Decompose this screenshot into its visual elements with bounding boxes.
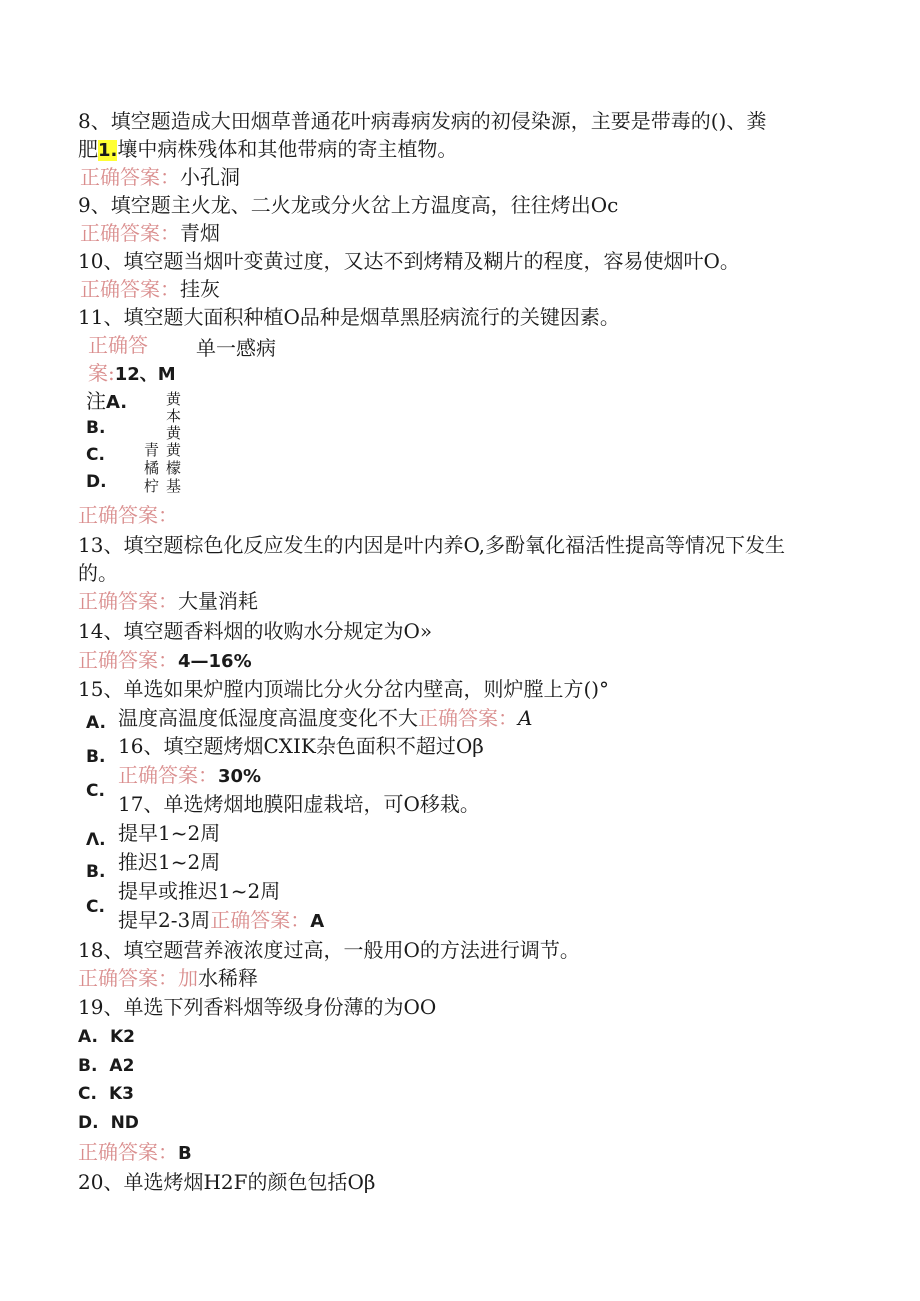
q11-answer-label: 正确答 [88, 333, 148, 357]
answer-value: 4—16% [178, 651, 252, 672]
option-value: K3 [108, 1084, 134, 1104]
q8-answer [80, 164, 240, 190]
q15-opt-a: A. [86, 713, 106, 733]
answer-value: B [178, 1143, 192, 1164]
answer-value: 青烟 [180, 221, 220, 245]
answer-label: 案: [88, 361, 115, 385]
q16-answer [118, 762, 261, 790]
answer-label: 正确答案： [80, 277, 180, 301]
q14-line: 14、填空题香料烟的收购水分规定为O» [78, 619, 433, 643]
answer-value: 水稀释 [198, 966, 258, 990]
answer-label: 正确答案： [80, 221, 180, 245]
q8-line2-post: 壤中病株残体和其他带病的寄主植物。 [117, 137, 458, 161]
q8-line2 [78, 136, 457, 164]
answer-label: 正确答案： [210, 908, 311, 932]
q8-line1: 8、填空题造成大田烟草普通花叶病毒病发病的初侵染源，主要是带毒的()、粪 [78, 109, 767, 133]
q19-opt-b [78, 1055, 134, 1077]
col1-1: 橘 [144, 459, 160, 477]
col1-0: 青 [144, 441, 160, 459]
option-value: ND [110, 1113, 139, 1133]
col2-2: 黄 [166, 424, 182, 442]
q13-line1: 13、填空题棕色化反应发生的内因是叶内养O,多酚氧化福活性提高等情况下发生 [78, 533, 786, 557]
option-value: K2 [109, 1027, 135, 1047]
answer-value: 大量消耗 [178, 589, 258, 613]
q17-opt-c: C. [86, 897, 105, 917]
answer-label: 正确答案： [118, 763, 218, 787]
q12-opt-b: B. [86, 418, 106, 438]
q9-line: 9、填空题主火龙、二火龙或分火岔上方温度高，往往烤出Oc [78, 193, 619, 217]
q17-option-4: 提早2-3周 [118, 908, 211, 932]
option-letter: C. [78, 1084, 97, 1104]
q17-opt-a: Λ. [86, 830, 106, 850]
col2-1: 本 [166, 407, 182, 425]
q19-opt-c [78, 1083, 134, 1105]
q15-opt-c: C. [86, 781, 105, 801]
option-letter: A. [106, 392, 128, 413]
q16-line: 16、填空题烤烟CXIK杂色面积不超过Oβ [118, 734, 484, 758]
q19-line: 19、单选下列香料烟等级身份薄的为OO [78, 995, 437, 1019]
q18-line: 18、填空题营养液浓度过高，一般用O的方法进行调节。 [78, 938, 580, 962]
q17-line: 17、单选烤烟地膜阳虚栽培，可O移栽。 [118, 792, 480, 816]
option-value: A2 [109, 1056, 135, 1076]
answer-value: A [310, 911, 325, 932]
q13-answer [78, 588, 258, 614]
answer-value: A [518, 706, 533, 730]
q13-line2: 的。 [78, 561, 118, 585]
col2-4: 檬 [166, 459, 182, 477]
q8-highlight: 1. [98, 140, 118, 161]
option-letter: D. [78, 1113, 99, 1133]
q9-answer [80, 220, 220, 246]
q10-answer [80, 276, 220, 302]
q12-opt-c: C. [86, 445, 105, 465]
option-letter: B. [78, 1056, 98, 1076]
option-letter: A. [78, 1027, 98, 1047]
answer-label: 正确答案： [78, 648, 178, 672]
q18-answer [78, 965, 258, 991]
answer-label: 正确答案： [78, 589, 178, 613]
q12-number: 12、M [114, 364, 176, 385]
answer-value: 挂灰 [180, 277, 220, 301]
col2-0: 黄 [166, 390, 182, 408]
q19-opt-d [78, 1112, 139, 1134]
answer-label: 正确答案： [418, 706, 518, 730]
col1-2: 柠 [144, 477, 160, 495]
answer-value: 小孔洞 [180, 165, 240, 189]
col2-3: 黄 [166, 441, 182, 459]
answer-label: 正确答案： [80, 165, 180, 189]
q15-options-text: 温度高温度低湿度高温度变化不大 [118, 706, 418, 730]
q15-opt-b: B. [86, 747, 106, 767]
q12-answer-label: 正确答案： [78, 503, 178, 527]
q15-options-answer [118, 705, 532, 731]
q14-answer [78, 647, 252, 675]
answer-label: 正确答案： [78, 1140, 178, 1164]
q17-option-1: 提早1~2周 [118, 821, 221, 845]
q12-opt-a [86, 388, 127, 416]
q17-option-4-answer [118, 907, 324, 935]
answer-label: 正确答案：加 [78, 966, 198, 990]
q19-opt-a [78, 1026, 135, 1048]
q17-opt-b: B. [86, 862, 106, 882]
q19-answer [78, 1139, 192, 1167]
q11-line: 11、填空题大面积种植O品种是烟草黑胫病流行的关键因素。 [78, 305, 620, 329]
q12-line [88, 360, 176, 388]
q11-answer-value: 单一感病 [196, 336, 276, 360]
q10-line: 10、填空题当烟叶变黄过度，又达不到烤精及糊片的程度，容易使烟叶O。 [78, 249, 740, 273]
q8-line2-pre: 肥 [78, 137, 98, 161]
q17-option-3: 提早或推迟1~2周 [118, 879, 281, 903]
note-char: 注 [86, 389, 106, 413]
answer-value: 30% [218, 766, 262, 787]
col2-5: 基 [166, 477, 182, 495]
q15-line: 15、单选如果炉膛内顶端比分火分岔内壁高，则炉膛上方()° [78, 677, 610, 701]
q12-opt-d: D. [86, 472, 107, 492]
q17-option-2: 推迟1~2周 [118, 850, 221, 874]
q20-line: 20、单选烤烟H2F的颜色包括Oβ [78, 1170, 376, 1194]
